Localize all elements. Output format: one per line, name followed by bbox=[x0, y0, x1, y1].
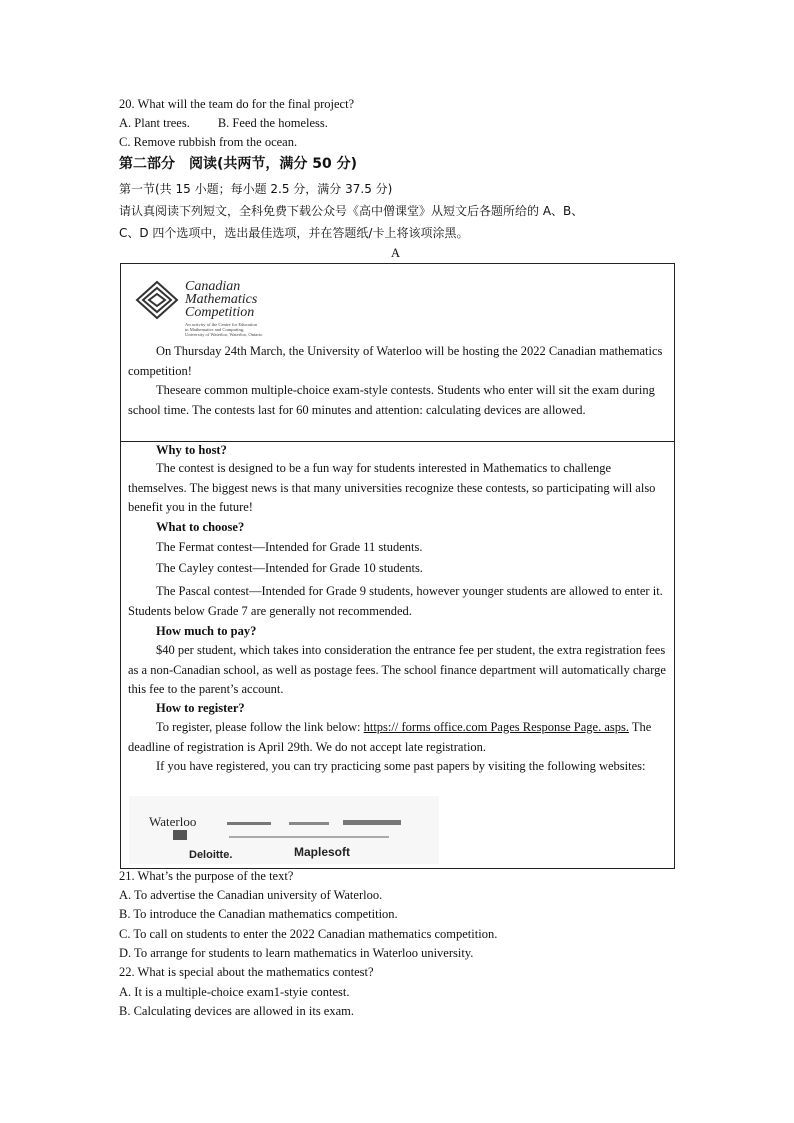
register-paragraph bbox=[128, 718, 666, 757]
divider-line bbox=[229, 836, 389, 838]
question-21-option-b: B. To introduce the Canadian mathematics competition. bbox=[119, 907, 398, 921]
logo-line-3: Competition bbox=[185, 305, 255, 320]
logo-tagline-3: University of Waterloo, Waterloo, Ontario bbox=[185, 332, 263, 337]
logo-line-1: Canadian bbox=[185, 279, 241, 294]
pascal-contest: The Pascal contest—Intended for Grade 9 students, however younger students are allowed to enter it. Students below Grade 7 are generally not recommended. bbox=[128, 584, 663, 618]
section-title: 第二部分 阅读(共两节，满分 50 分) bbox=[119, 156, 358, 172]
sponsor-logo-placeholder bbox=[289, 822, 329, 825]
cayley-contest: The Cayley contest—Intended for Grade 10 students. bbox=[156, 561, 423, 575]
question-21-option-d: D. To arrange for students to learn mathematics in Waterloo university. bbox=[119, 946, 474, 960]
cmc-logo bbox=[129, 270, 339, 340]
option-b: B. Feed the homeless. bbox=[217, 116, 328, 130]
pay-paragraph: $40 per student, which takes into consideration the entrance fee per student, the extra registration fees as a non-Canadian school, as well as postage fees. The school finance department will automatically charge this fee to the parent’s account. bbox=[128, 643, 666, 696]
practice-paragraph: If you have registered, you can try practicing some past papers by visiting the following websites: bbox=[156, 759, 646, 773]
why-heading: Why to host? bbox=[156, 443, 227, 457]
cmc-logo-icon bbox=[137, 282, 177, 318]
register-heading: How to register? bbox=[156, 701, 245, 715]
question-20-option-c: C. Remove rubbish from the ocean. bbox=[119, 135, 298, 149]
pay-heading: How much to pay? bbox=[156, 624, 257, 638]
section-subtitle: 第一节(共 15 小题；每小题 2.5 分，满分 37.5 分) bbox=[119, 182, 393, 196]
register-text-end: The deadline of registration is April 29th. We do not accept late registration. bbox=[128, 720, 652, 754]
question-22-option-a: A. It is a multiple-choice exam1-styie contest. bbox=[119, 985, 350, 999]
logo-line-2: Mathematics bbox=[185, 292, 258, 307]
maplesoft-logo: Maplesoft bbox=[294, 845, 351, 859]
question-21-option-a: A. To advertise the Canadian university of Waterloo. bbox=[119, 888, 383, 902]
fermat-contest: The Fermat contest—Intended for Grade 11 students. bbox=[156, 540, 423, 554]
intro-paragraph-1: On Thursday 24th March, the University of Waterloo will be hosting the 2022 Canadian mathematics competition! bbox=[128, 344, 663, 378]
question-22-option-b: B. Calculating devices are allowed in its exam. bbox=[119, 1004, 354, 1018]
question-20-options-ab bbox=[119, 114, 328, 132]
sponsor-logos-image bbox=[129, 796, 439, 864]
question-21-option-c: C. To call on students to enter the 2022 Canadian mathematics competition. bbox=[119, 927, 498, 941]
registration-link[interactable]: https:// forms office.com Pages Response Page. asps. bbox=[363, 720, 629, 734]
instructions-line-1: 请认真阅读下列短文，全科免费下载公众号《高中僧课堂》从短文后各题所给的 A、B、 bbox=[119, 204, 584, 218]
instructions-line-2: C、D 四个选项中，选出最佳选项，并在答题纸/卡上将该项涂黑。 bbox=[119, 226, 469, 240]
register-text-start: To register, please follow the link below: bbox=[156, 720, 364, 734]
question-20: 20. What will the team do for the final project? bbox=[119, 97, 355, 111]
question-21: 21. What’s the purpose of the text? bbox=[119, 869, 294, 883]
sponsor-logo-placeholder bbox=[227, 822, 271, 825]
passage-box bbox=[120, 263, 675, 869]
waterloo-text: Waterloo bbox=[149, 814, 197, 829]
logo-tagline-1: An activity of the Centre for Education bbox=[185, 322, 257, 327]
why-paragraph: The contest is designed to be a fun way for students interested in Mathematics to challenge themselves. The biggest news is that many universities recognize these contests, so participating will also benefit you in the future! bbox=[128, 461, 656, 514]
passage-label: A bbox=[391, 246, 401, 260]
choose-heading: What to choose? bbox=[156, 520, 245, 534]
option-a: A. Plant trees. bbox=[119, 116, 190, 130]
question-22: 22. What is special about the mathematics contest? bbox=[119, 965, 374, 979]
intro-paragraph-2: Theseare common multiple-choice exam-style contests. Students who enter will sit the exam during school time. The contests last for 60 minutes and attention: calculating devices are allowed. bbox=[128, 383, 655, 417]
sponsor-logo-placeholder bbox=[343, 820, 401, 825]
logo-tagline-2: in Mathematics and Computing, bbox=[185, 327, 245, 332]
deloitte-logo: Deloitte. bbox=[189, 849, 233, 861]
